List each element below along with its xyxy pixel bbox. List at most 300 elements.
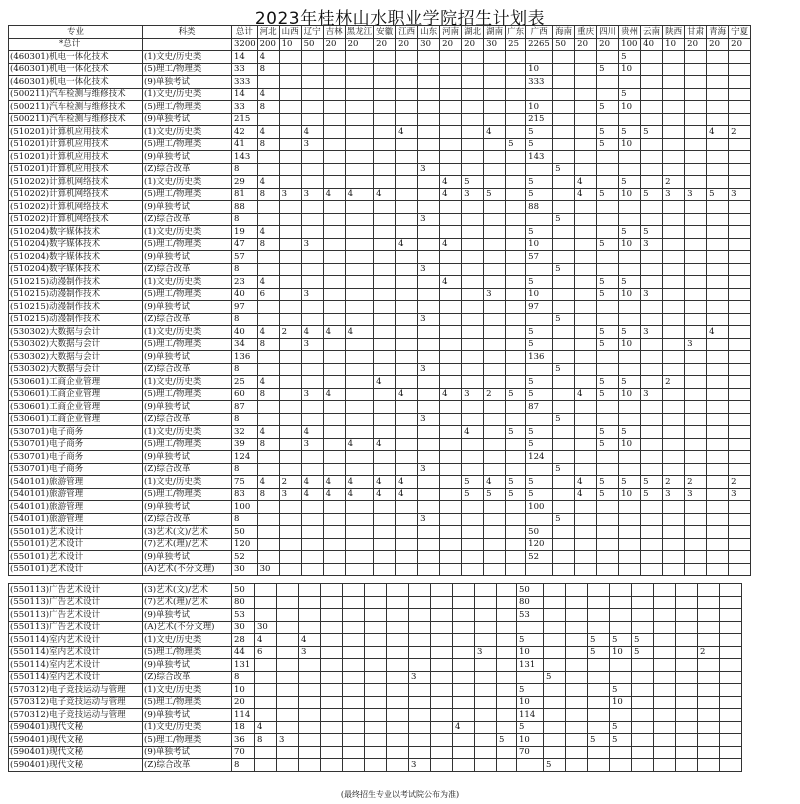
quota-cell (323, 351, 345, 364)
quota-cell (374, 426, 396, 439)
quota-cell: 4 (345, 476, 374, 489)
quota-cell (575, 138, 597, 151)
quota-cell (566, 646, 588, 659)
quota-cell (597, 501, 619, 514)
quota-cell: 3 (641, 326, 663, 339)
table-row (9, 513, 751, 526)
quota-cell (484, 326, 506, 339)
quota-cell (418, 138, 440, 151)
quota-cell (676, 621, 698, 634)
quota-cell (729, 251, 751, 264)
quota-cell (475, 759, 497, 772)
quota-cell (279, 451, 301, 464)
quota-cell (279, 526, 301, 539)
quota-cell (676, 709, 698, 722)
quota-cell: 5 (597, 476, 619, 489)
quota-cell (277, 709, 299, 722)
quota-cell (475, 696, 497, 709)
quota-cell (374, 401, 396, 414)
quota-cell: 5 (588, 734, 610, 747)
quota-cell (418, 326, 440, 339)
table-row (9, 634, 742, 647)
quota-cell: 8 (257, 138, 279, 151)
quota-cell (396, 113, 418, 126)
quota-cell (588, 621, 610, 634)
quota-cell (685, 451, 707, 464)
table-row (9, 759, 742, 772)
quota-cell (345, 563, 374, 576)
quota-cell (729, 376, 751, 389)
quota-cell (632, 659, 654, 672)
quota-cell (553, 238, 575, 251)
quota-cell (641, 338, 663, 351)
quota-cell (257, 351, 279, 364)
quota-cell (279, 301, 301, 314)
quota-cell (707, 251, 729, 264)
quota-cell: 4 (396, 388, 418, 401)
quota-cell (506, 151, 526, 164)
quota-cell (663, 88, 685, 101)
quota-cell (526, 88, 553, 101)
quota-cell (277, 609, 299, 622)
quota-cell: 5 (526, 476, 553, 489)
quota-cell (462, 538, 484, 551)
quota-cell (321, 584, 343, 597)
quota-cell: 3 (641, 238, 663, 251)
footnote: (最终招生专业以考试院公布为准) (340, 790, 460, 799)
quota-cell (685, 376, 707, 389)
quota-cell (553, 301, 575, 314)
quota-cell (396, 63, 418, 76)
header-province: 甘肃 (685, 26, 707, 39)
quota-cell: 2 (685, 476, 707, 489)
quota-cell (610, 746, 632, 759)
quota-cell (663, 388, 685, 401)
quota-cell (707, 476, 729, 489)
quota-cell (279, 413, 301, 426)
quota-cell: 80 (517, 596, 544, 609)
quota-cell: 5 (597, 288, 619, 301)
quota-cell (610, 671, 632, 684)
quota-cell: 5 (544, 759, 566, 772)
quota-cell (526, 413, 553, 426)
quota-cell (707, 88, 729, 101)
quota-cell (619, 263, 641, 276)
quota-cell (257, 413, 279, 426)
quota-cell: 5 (553, 413, 575, 426)
quota-cell (418, 238, 440, 251)
quota-cell: 3 (279, 188, 301, 201)
table-row (9, 213, 751, 226)
quota-cell (729, 263, 751, 276)
table-row (9, 746, 742, 759)
quota-cell (396, 163, 418, 176)
quota-cell (387, 621, 409, 634)
quota-cell: 4 (575, 388, 597, 401)
major-cell: (570312)电子竞技运动与管理 (9, 709, 143, 722)
quota-cell (321, 659, 343, 672)
subject-cell: (5)理工/物理类 (143, 388, 232, 401)
quota-cell (597, 551, 619, 564)
table-row (9, 584, 742, 597)
subject-cell: (5)理工/物理类 (143, 338, 232, 351)
quota-cell (566, 746, 588, 759)
quota-cell: 5 (597, 276, 619, 289)
quota-cell: 5 (619, 126, 641, 139)
quota-cell (575, 313, 597, 326)
subject-cell: (5)理工/物理类 (143, 734, 232, 747)
quota-cell (440, 451, 462, 464)
quota-cell (506, 88, 526, 101)
table-row (9, 659, 742, 672)
quota-cell: 4 (301, 326, 323, 339)
quota-cell (475, 621, 497, 634)
quota-cell (729, 176, 751, 189)
quota-cell (301, 301, 323, 314)
quota-cell (610, 659, 632, 672)
quota-cell: 10 (517, 734, 544, 747)
quota-cell (440, 113, 462, 126)
quota-cell (720, 634, 742, 647)
quota-cell (553, 88, 575, 101)
quota-cell (323, 551, 345, 564)
quota-cell: 3 (277, 734, 299, 747)
quota-cell (343, 684, 365, 697)
quota-cell (323, 163, 345, 176)
quota-cell (707, 163, 729, 176)
quota-cell (685, 413, 707, 426)
quota-cell (321, 684, 343, 697)
quota-cell (506, 188, 526, 201)
quota-cell (506, 326, 526, 339)
quota-cell (323, 438, 345, 451)
quota-cell (707, 551, 729, 564)
quota-cell: 143 (526, 151, 553, 164)
quota-cell (720, 609, 742, 622)
quota-cell (729, 563, 751, 576)
quota-cell (553, 176, 575, 189)
quota-cell (506, 238, 526, 251)
subject-cell: (A)艺术(不分文理) (143, 621, 232, 634)
quota-cell (323, 126, 345, 139)
quota-cell (418, 176, 440, 189)
quota-cell (440, 526, 462, 539)
quota-cell (641, 276, 663, 289)
major-cell: (510201)计算机应用技术 (9, 163, 143, 176)
quota-cell (484, 263, 506, 276)
quota-cell (654, 621, 676, 634)
quota-cell: 3 (418, 313, 440, 326)
table-row (9, 671, 742, 684)
quota-cell (462, 326, 484, 339)
quota-cell (553, 226, 575, 239)
quota-cell (462, 338, 484, 351)
table-row (9, 113, 751, 126)
table-row (9, 101, 751, 114)
quota-cell (396, 363, 418, 376)
quota-cell: 3 (418, 513, 440, 526)
quota-cell (597, 151, 619, 164)
quota-cell (597, 176, 619, 189)
quota-cell (453, 759, 475, 772)
quota-cell (707, 301, 729, 314)
quota-cell: 3 (685, 338, 707, 351)
total-cell: 136 (232, 351, 258, 364)
quota-cell: 215 (526, 113, 553, 126)
subject-cell: (9)单独考试 (143, 451, 232, 464)
quota-cell (440, 226, 462, 239)
quota-cell (301, 63, 323, 76)
quota-cell (462, 88, 484, 101)
quota-cell (257, 501, 279, 514)
quota-cell (440, 63, 462, 76)
quota-cell: 4 (374, 376, 396, 389)
quota-cell (641, 101, 663, 114)
quota-cell (365, 746, 387, 759)
quota-cell (279, 338, 301, 351)
quota-cell: 4 (323, 188, 345, 201)
quota-cell (729, 338, 751, 351)
header-province: 湖南 (484, 26, 506, 39)
quota-cell (321, 671, 343, 684)
quota-cell (526, 563, 553, 576)
quota-cell (729, 451, 751, 464)
quota-cell (343, 659, 365, 672)
quota-cell (462, 226, 484, 239)
quota-cell (506, 438, 526, 451)
quota-cell (279, 88, 301, 101)
total-cell: 8 (232, 671, 255, 684)
quota-cell (323, 338, 345, 351)
quota-cell: 5 (597, 438, 619, 451)
quota-cell (440, 213, 462, 226)
quota-cell (685, 513, 707, 526)
quota-cell (418, 476, 440, 489)
quota-cell (396, 313, 418, 326)
quota-cell (345, 201, 374, 214)
quota-cell (418, 113, 440, 126)
quota-cell: 8 (257, 338, 279, 351)
quota-cell (396, 301, 418, 314)
quota-cell: 30 (257, 563, 279, 576)
quota-cell: 97 (526, 301, 553, 314)
quota-cell: 4 (440, 188, 462, 201)
total-cell: 333 (232, 76, 258, 89)
quota-cell (685, 276, 707, 289)
quota-cell (374, 563, 396, 576)
quota-cell (663, 201, 685, 214)
quota-cell (566, 721, 588, 734)
quota-cell (597, 563, 619, 576)
total-cell: 114 (232, 709, 255, 722)
quota-cell: 4 (453, 721, 475, 734)
total-cell: 8 (232, 463, 258, 476)
quota-cell (641, 426, 663, 439)
quota-cell (257, 401, 279, 414)
quota-cell (279, 313, 301, 326)
quota-cell (707, 376, 729, 389)
quota-cell (462, 413, 484, 426)
quota-cell (323, 238, 345, 251)
quota-cell (729, 313, 751, 326)
table-row (9, 188, 751, 201)
total-cell: 44 (232, 646, 255, 659)
quota-cell (257, 363, 279, 376)
subject-cell: (1)文史/历史类 (143, 326, 232, 339)
quota-cell (462, 263, 484, 276)
quota-cell (343, 734, 365, 747)
quota-cell (597, 88, 619, 101)
quota-cell (301, 88, 323, 101)
quota-cell (299, 759, 321, 772)
quota-cell (301, 551, 323, 564)
quota-cell: 4 (440, 388, 462, 401)
quota-cell (299, 596, 321, 609)
quota-cell (619, 251, 641, 264)
quota-cell (484, 163, 506, 176)
quota-cell (641, 501, 663, 514)
header-province: 宁夏 (729, 26, 751, 39)
subject-cell: (5)理工/物理类 (143, 438, 232, 451)
quota-cell (729, 76, 751, 89)
quota-cell: 6 (255, 646, 277, 659)
quota-cell (301, 538, 323, 551)
quota-cell (462, 363, 484, 376)
quota-cell (453, 734, 475, 747)
quota-cell (418, 88, 440, 101)
quota-cell: 5 (526, 438, 553, 451)
subject-cell: (1)文史/历史类 (143, 276, 232, 289)
table-row (9, 201, 751, 214)
quota-cell: 5 (597, 188, 619, 201)
total-cell: 8 (232, 413, 258, 426)
quota-cell (279, 563, 301, 576)
subject-cell: (3)艺术(文)/艺术 (143, 526, 232, 539)
major-cell: (510204)数字媒体技术 (9, 263, 143, 276)
quota-cell: 10 (526, 63, 553, 76)
quota-cell (475, 746, 497, 759)
total-cell: 75 (232, 476, 258, 489)
quota-cell (720, 746, 742, 759)
quota-cell: 5 (517, 721, 544, 734)
quota-cell (720, 584, 742, 597)
quota-cell (323, 263, 345, 276)
quota-cell (663, 288, 685, 301)
quota-cell (544, 646, 566, 659)
subject-cell: (Z)综合改革 (143, 413, 232, 426)
quota-cell (526, 463, 553, 476)
quota-cell (323, 426, 345, 439)
header-province: 贵州 (619, 26, 641, 39)
quota-cell: 4 (707, 326, 729, 339)
quota-cell (279, 101, 301, 114)
quota-cell (506, 313, 526, 326)
quota-cell (484, 76, 506, 89)
quota-cell (345, 51, 374, 64)
quota-cell: 3 (418, 363, 440, 376)
quota-cell (553, 426, 575, 439)
quota-cell: 3 (418, 463, 440, 476)
quota-cell (729, 113, 751, 126)
total-cell: 33 (232, 101, 258, 114)
quota-cell (343, 696, 365, 709)
quota-cell (575, 301, 597, 314)
quota-cell (597, 213, 619, 226)
quota-cell (440, 51, 462, 64)
total-cell: 40 (232, 326, 258, 339)
quota-cell: 10 (526, 101, 553, 114)
quota-cell (610, 596, 632, 609)
quota-cell (553, 288, 575, 301)
quota-cell: 2 (279, 476, 301, 489)
quota-cell (575, 426, 597, 439)
quota-cell (374, 363, 396, 376)
quota-cell (374, 276, 396, 289)
quota-cell (575, 363, 597, 376)
quota-cell (323, 538, 345, 551)
subject-cell: (9)单独考试 (143, 151, 232, 164)
quota-cell (440, 76, 462, 89)
quota-cell (396, 351, 418, 364)
quota-cell (374, 51, 396, 64)
quota-cell (641, 451, 663, 464)
quota-cell (409, 746, 431, 759)
quota-cell (462, 526, 484, 539)
quota-cell (277, 646, 299, 659)
quota-cell (387, 734, 409, 747)
quota-cell (387, 684, 409, 697)
quota-cell (387, 646, 409, 659)
quota-cell (575, 226, 597, 239)
quota-cell (663, 63, 685, 76)
quota-cell (484, 413, 506, 426)
table-row (9, 563, 751, 576)
quota-cell (575, 213, 597, 226)
quota-cell (506, 463, 526, 476)
table-row (9, 451, 751, 464)
quota-cell (685, 101, 707, 114)
quota-cell: 4 (323, 488, 345, 501)
quota-cell (720, 659, 742, 672)
quota-cell (729, 63, 751, 76)
table-row (9, 363, 751, 376)
quota-cell (707, 401, 729, 414)
quota-cell (418, 201, 440, 214)
quota-cell (575, 113, 597, 126)
summary-value: 25 (506, 38, 526, 51)
quota-cell (553, 526, 575, 539)
quota-cell (374, 63, 396, 76)
quota-cell: 120 (526, 538, 553, 551)
quota-cell (575, 538, 597, 551)
quota-cell (323, 276, 345, 289)
quota-cell (345, 63, 374, 76)
quota-cell: 4 (575, 476, 597, 489)
quota-cell (255, 671, 277, 684)
quota-cell (396, 401, 418, 414)
quota-cell: 4 (396, 126, 418, 139)
quota-cell: 5 (597, 488, 619, 501)
quota-cell (323, 513, 345, 526)
quota-cell (588, 721, 610, 734)
quota-cell (323, 363, 345, 376)
quota-cell (707, 413, 729, 426)
quota-cell (632, 746, 654, 759)
quota-cell (462, 401, 484, 414)
quota-cell (299, 734, 321, 747)
quota-cell (484, 226, 506, 239)
quota-cell (301, 51, 323, 64)
